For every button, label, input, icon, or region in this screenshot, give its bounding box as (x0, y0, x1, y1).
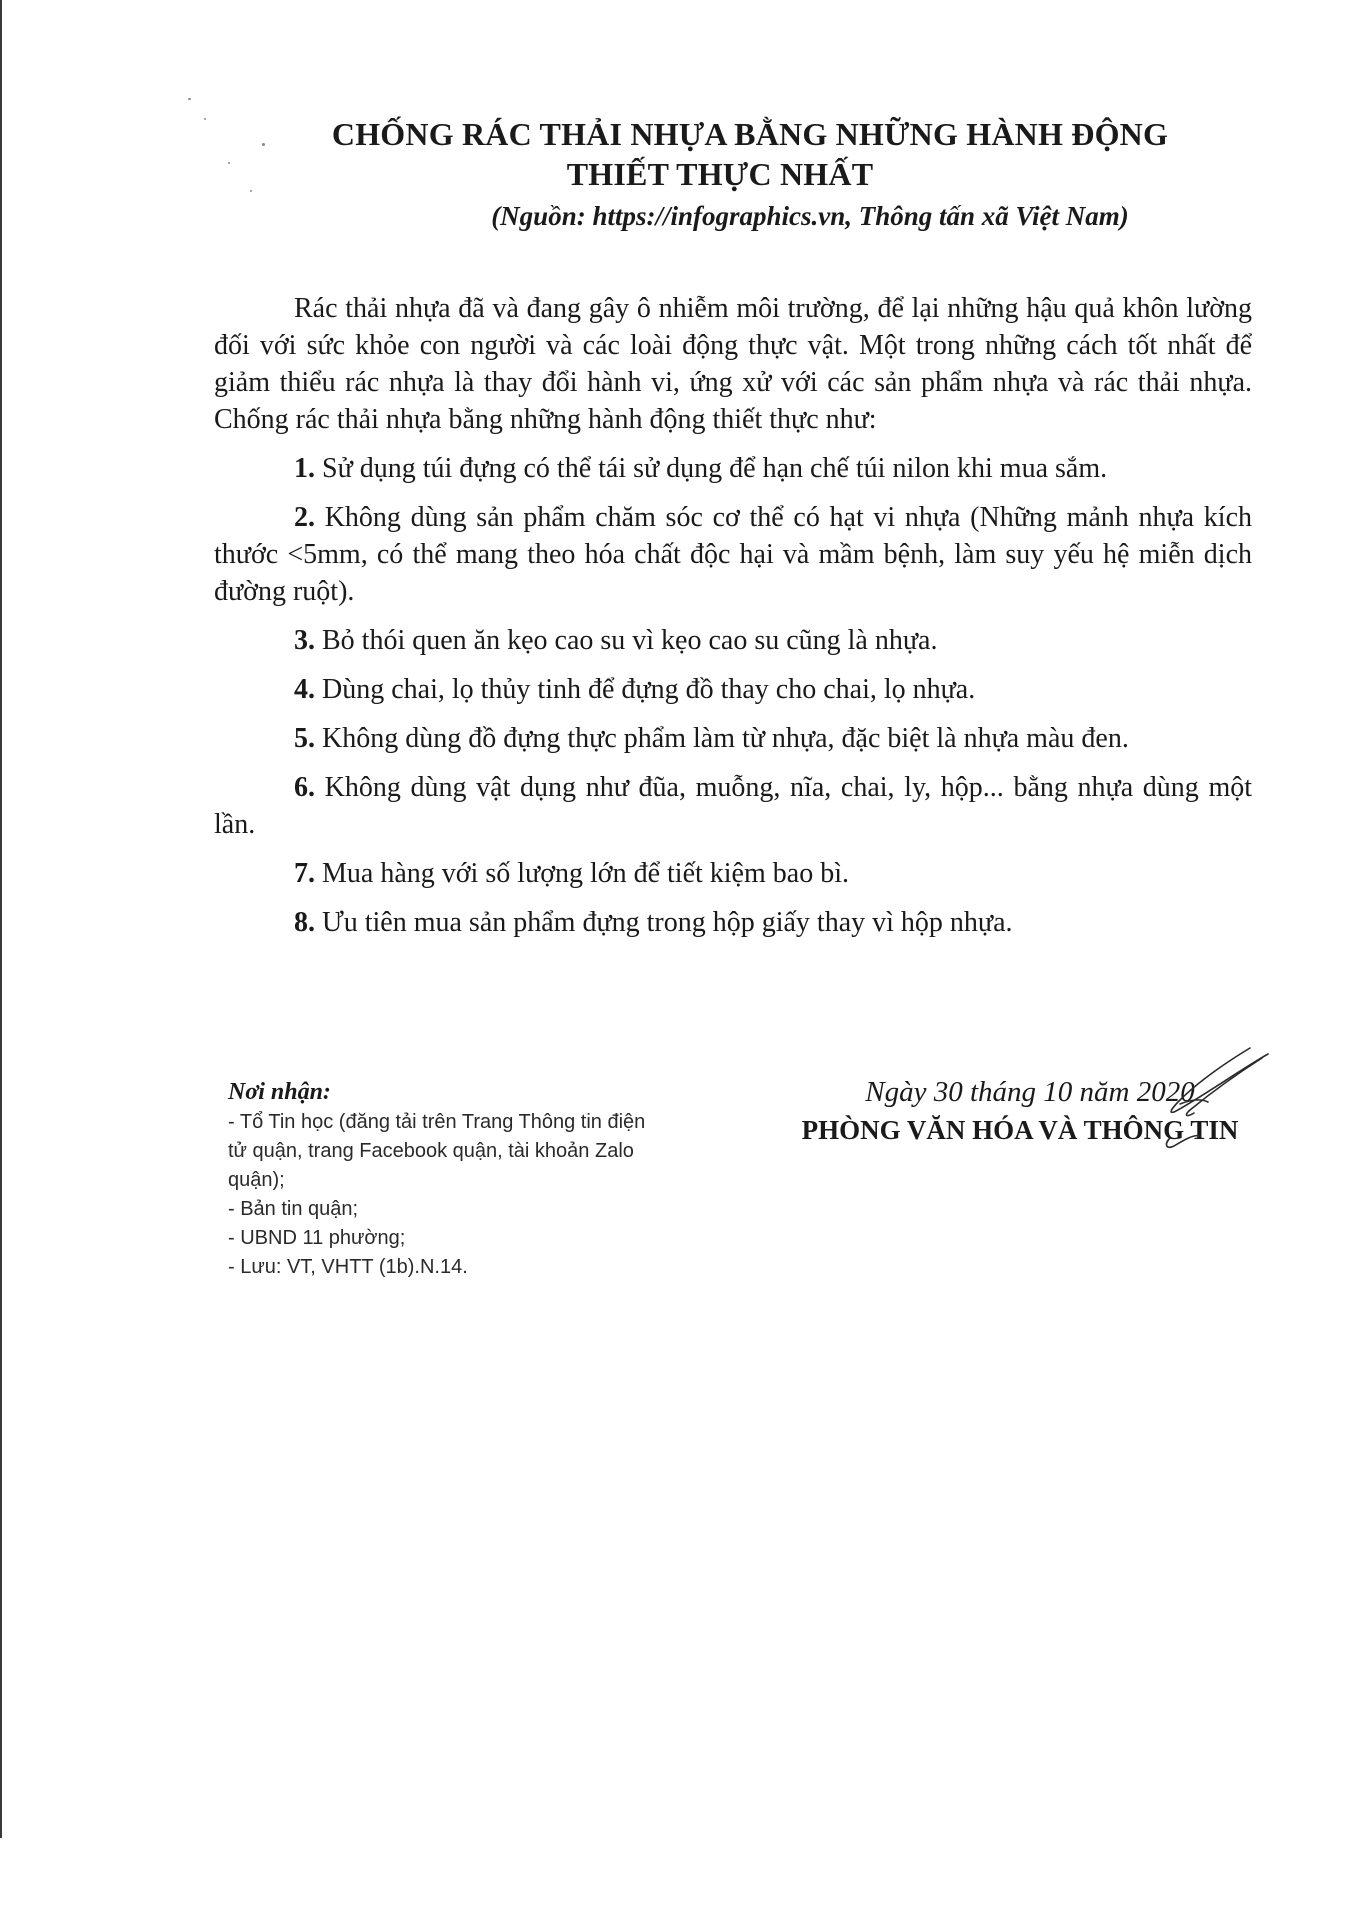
handwritten-signature (1150, 1040, 1330, 1170)
scan-speck (250, 190, 252, 192)
issuing-office: PHÒNG VĂN HÓA VÀ THÔNG TIN (801, 1115, 1239, 1145)
item-text: Mua hàng với số lượng lớn để tiết kiệm bao bì. (322, 858, 849, 889)
recipient-line: quận); (228, 1169, 285, 1191)
list-item (214, 855, 1252, 892)
item-text: Không dùng sản phẩm chăm sóc cơ thể có hạt vi nhựa (Những mảnh nhựa kích thước <5mm, có thể mang theo hóa chất độc hại và mầm bệnh, làm suy yếu hệ miễn dịch đường ruột). (214, 502, 1252, 607)
item-number: 2. (294, 502, 315, 533)
scan-speck (204, 118, 206, 120)
scan-speck (228, 162, 230, 164)
list-item (214, 671, 1252, 708)
item-number: 8. (294, 907, 315, 938)
recipient-line: - UBND 11 phường; (228, 1227, 406, 1249)
document-header (300, 114, 1200, 234)
document-title-line-2: THIẾT THỰC NHẤT (566, 156, 874, 192)
recipient-line: - Lưu: VT, VHTT (1b).N.14. (228, 1256, 468, 1278)
list-item (214, 904, 1252, 941)
recipient-line: tử quận, trang Facebook quận, tài khoản Zalo (228, 1140, 634, 1162)
recipients-heading: Nơi nhận: (228, 1079, 331, 1105)
list-item (214, 720, 1252, 757)
list-item (214, 769, 1252, 843)
item-number: 6. (294, 772, 315, 803)
item-text: Dùng chai, lọ thủy tinh để đựng đồ thay cho chai, lọ nhựa. (322, 674, 976, 705)
recipient-line: - Bản tin quận; (228, 1198, 359, 1220)
list-item (214, 499, 1252, 610)
item-number: 3. (294, 625, 315, 656)
scan-speck (188, 98, 191, 100)
recipients-block (228, 1076, 728, 1282)
recipient-line: - Tổ Tin học (đăng tải trên Trang Thông tin điện (228, 1111, 646, 1133)
item-number: 5. (294, 723, 315, 754)
item-text: Không dùng vật dụng như đũa, muỗng, nĩa, chai, ly, hộp... bằng nhựa dùng một lần. (214, 772, 1253, 840)
item-number: 7. (294, 858, 315, 889)
item-text: Sử dụng túi đựng có thể tái sử dụng để hạn chế túi nilon khi mua sắm. (322, 453, 1108, 484)
list-item (214, 450, 1252, 487)
document-date: Ngày 30 tháng 10 năm 2020 (865, 1076, 1195, 1108)
item-text: Bỏ thói quen ăn kẹo cao su vì kẹo cao su cũng là nhựa. (322, 625, 938, 656)
item-text: Ưu tiên mua sản phẩm đựng trong hộp giấy thay vì hộp nhựa. (322, 907, 1013, 938)
document-title-line-1: CHỐNG RÁC THẢI NHỰA BẰNG NHỮNG HÀNH ĐỘNG (331, 116, 1169, 152)
list-item (214, 622, 1252, 659)
document-body (214, 290, 1252, 953)
item-number: 1. (294, 453, 315, 484)
page-left-edge (0, 0, 2, 1838)
scan-speck (262, 143, 265, 146)
item-text: Không dùng đồ đựng thực phẩm làm từ nhựa, đặc biệt là nhựa màu đen. (322, 723, 1129, 754)
intro-paragraph: Rác thải nhựa đã và đang gây ô nhiễm môi trường, để lại những hậu quả khôn lường đối với sức khỏe con người và các loài động thực vật. Một trong những cách tốt nhất để giảm thiểu rác nhựa là thay đổi hành vi, ứng xử với các sản phẩm nhựa và rác thải nhựa. Chống rác thải nhựa bằng những hành động thiết thực như: (214, 293, 1252, 435)
document-source: (Nguồn: https://infographics.vn, Thông tấn xã Việt Nam) (491, 201, 1129, 231)
item-number: 4. (294, 674, 315, 705)
